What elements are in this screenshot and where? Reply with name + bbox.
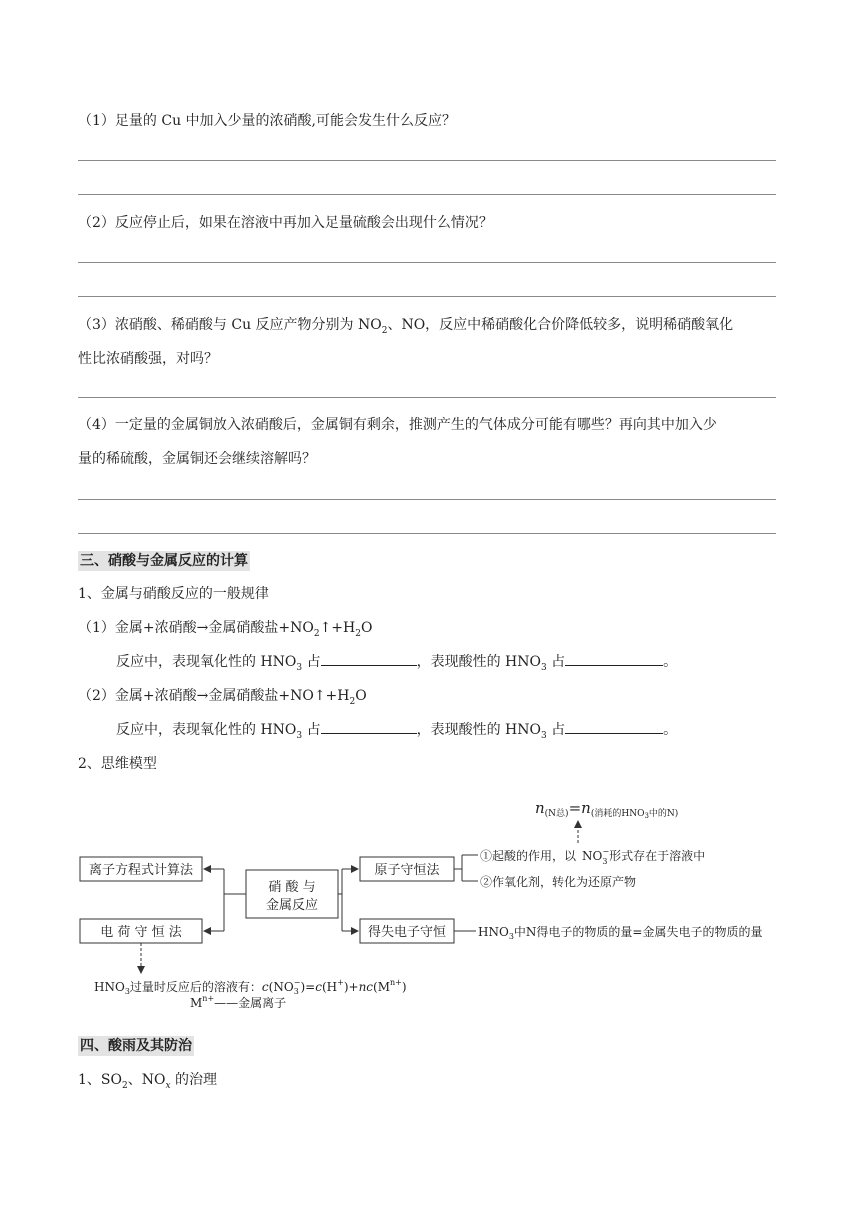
branch-acid-role: ①起酸的作用，以 $NO_3-$形式存在于溶液中 xyxy=(480,847,706,866)
fill-in-line-2: 反应中，表现氧化性的 $HNO_3$ 占 ，表现酸性的 $HNO_3$ 占 。 xyxy=(116,722,678,741)
box-atom-conservation-label: 原子守恒法 xyxy=(374,863,440,878)
section-4-heading: 四、酸雨及其防治 xyxy=(80,1038,192,1054)
answer-line xyxy=(78,262,776,263)
reaction-2: （2）金属+浓硝酸→金属硝酸盐$+NO↑+H_2O$ xyxy=(78,688,367,707)
reaction-1: （1）金属+浓硝酸→金属硝酸盐$+NO_2↑+H_2O$ xyxy=(78,620,373,639)
question-3-line-2: 性比浓硝酸强，对吗？ xyxy=(78,351,218,367)
question-1: （1）足量的 Cu 中加入少量的浓硝酸,可能会发生什么反应？ xyxy=(78,113,456,129)
answer-line xyxy=(78,397,776,398)
branch-oxidizer-role: ②作氧化剂，转化为还原产物 xyxy=(480,875,637,889)
metal-ion-note: $M^{n+}——$金属离子 xyxy=(190,994,287,1010)
section-4-item-1: 1、$SO_2$、$NO_x$ 的治理 xyxy=(78,1072,217,1091)
blank-acidic[interactable] xyxy=(565,653,663,666)
formula-n-total: $n_{(N总)}=n_{(消耗的HNO}3$中的N) xyxy=(535,799,679,820)
answer-line xyxy=(78,499,776,500)
answer-line xyxy=(78,160,776,161)
electron-balance-note: $HNO_3$中N得电子的物质的量=金属失电子的物质的量 xyxy=(478,925,763,941)
blank-oxidizing[interactable] xyxy=(321,653,417,666)
charge-balance-note: $HNO_3$过量时反应后的溶液有：$c(NO_3-)=c(H^+)+nc(M^{n+})$ xyxy=(94,978,407,996)
box-electron-conservation-label: 得失电子守恒 xyxy=(367,925,447,940)
question-4-line-2: 量的稀硫酸，金属铜还会继续溶解吗？ xyxy=(78,451,316,467)
box-center-line-2: 金属反应 xyxy=(265,898,319,913)
box-ion-equation-label: 离子方程式计算法 xyxy=(88,863,194,878)
fill-in-line-1: 反应中，表现氧化性的 $HNO_3$ 占 ，表现酸性的 $HNO_3$ 占 。 xyxy=(116,654,678,673)
section-3-heading: 三、硝酸与金属反应的计算 xyxy=(80,553,248,569)
question-3-line-1: （3）浓硝酸、稀硝酸与 Cu 反应产物分别为 $NO_2$、NO，反应中稀硝酸化合价降低较多，说明稀硝酸氧化 xyxy=(78,317,734,336)
answer-line xyxy=(78,194,776,195)
question-2: （2）反应停止后，如果在溶液中再加入足量硫酸会出现什么情况？ xyxy=(78,215,493,231)
question-4-line-1: （4）一定量的金属铜放入浓硝酸后，金属铜有剩余，推测产生的气体成分可能有哪些？再向其中加入少 xyxy=(78,417,717,433)
answer-line xyxy=(78,296,776,297)
blank-acidic[interactable] xyxy=(565,721,663,734)
answer-line xyxy=(78,533,776,534)
box-center-line-1: 硝 酸 与 xyxy=(268,880,316,895)
box-charge-conservation-label: 电 荷 守 恒 法 xyxy=(100,925,182,940)
blank-oxidizing[interactable] xyxy=(321,721,417,734)
section-3-item-2: 2、思维模型 xyxy=(78,756,157,772)
section-3-item-1: 1、金属与硝酸反应的一般规律 xyxy=(78,586,269,602)
thinking-model-diagram xyxy=(0,785,860,1015)
